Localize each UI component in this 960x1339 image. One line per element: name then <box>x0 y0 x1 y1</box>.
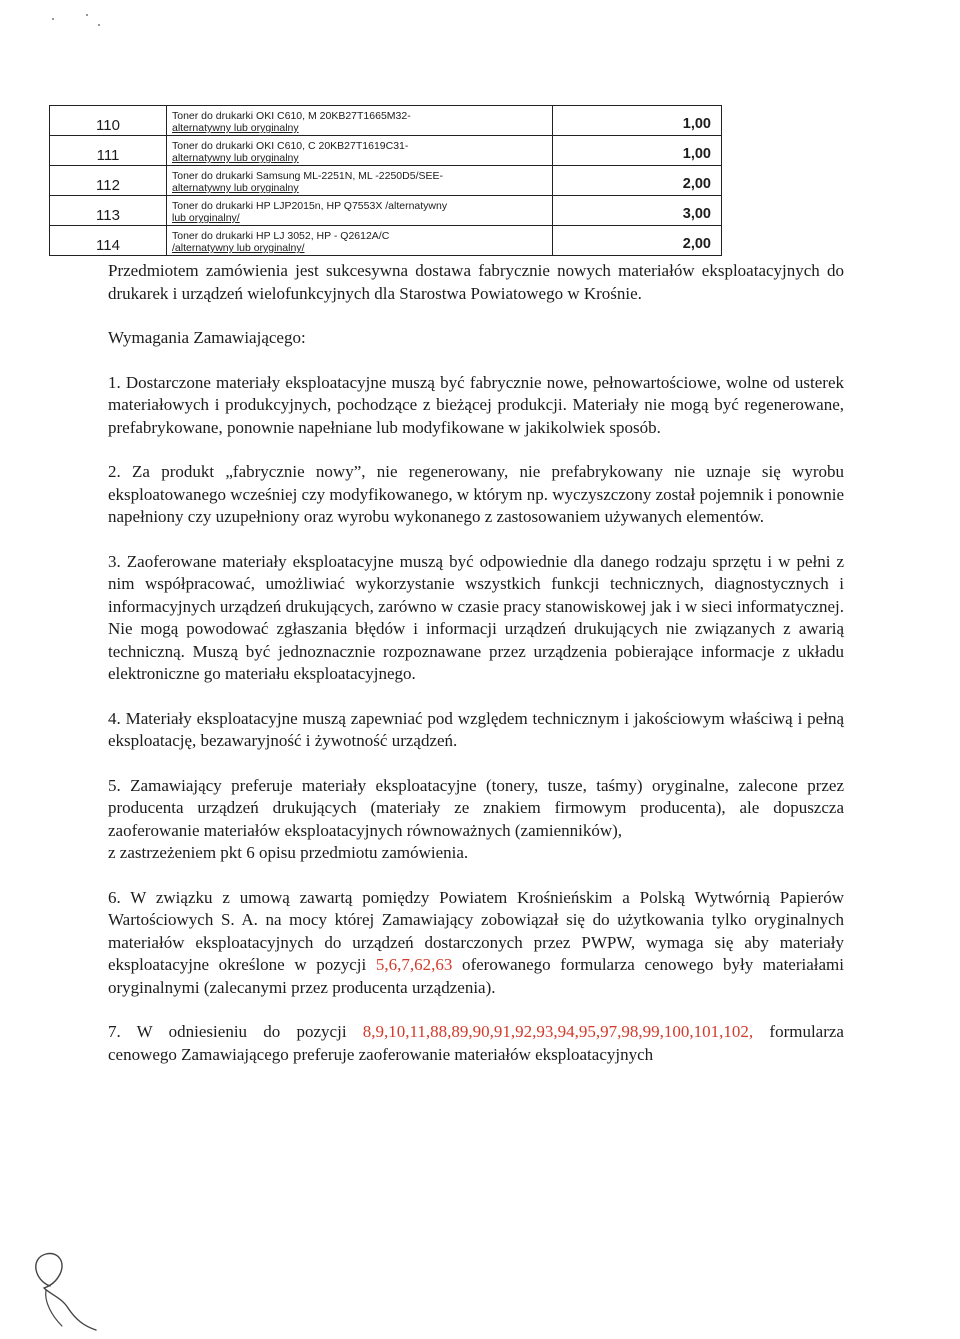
item-quantity: 1,00 <box>553 136 722 166</box>
table-row <box>50 226 722 256</box>
intro-paragraph: Przedmiotem zamówienia jest sukcesywna dostawa fabrycznie nowych materiałów eksploatacyjnych do drukarek i urządzeń wielofunkcyjnych dla Starostwa Powiatowego w Krośnie. <box>108 261 844 303</box>
requirement-6-positions: 5,6,7,62,63 <box>375 955 453 974</box>
table-row <box>50 106 722 136</box>
items-table <box>49 105 722 256</box>
requirement-5 <box>108 775 844 865</box>
requirement-2: 2. Za produkt „fabrycznie nowy”, nie regenerowany, nie prefabrykowany nie uznaje się wyrobu eksploatowanego wcześniej czy modyfikowanego, w którym np. wyczyszczony został pojemnik i ponownie napełniony czy uzupełniony oraz wyrobu wykonanego z zastosowaniem używanych elementów. <box>108 462 844 526</box>
item-description-line1: Toner do drukarki OKI C610, M 20KB27T1665M32- <box>172 110 411 122</box>
item-quantity: 2,00 <box>553 226 722 256</box>
requirement-5-text: 5. Zamawiający preferuje materiały eksploatacyjne (tonery, tusze, taśmy) oryginalne, zalecone przez producenta urządzeń drukujących (materiały ze znakiem firmowym producenta), ale dopuszcza zaoferowanie materiałów eksploatacyjnych równoważnych (zamienników), <box>108 775 844 840</box>
item-description-line1: Toner do drukarki OKI C610, C 20KB27T1619C31- <box>172 140 409 152</box>
requirement-7-text-start: 7. W odniesieniu do pozycji <box>108 1022 363 1041</box>
item-description <box>167 106 553 136</box>
requirement-1: 1. Dostarczone materiały eksploatacyjne muszą być fabrycznie nowe, pełnowartościowe, wolne od usterek materiałowych i produkcyjnych, pochodzące z bieżącej produkcji. Materiały nie mogą być regenerowane, prefabrykowane, ponownie napełniane lub modyfikowane w jakikolwiek sposób. <box>108 372 844 437</box>
requirement-3: 3. Zaoferowane materiały eksploatacyjne muszą być odpowiednie dla danego rodzaju sprzętu i w pełni z nim współpracować, umożliwiać wykorzystanie wszystkich funkcji technicznych, diagnostycznych i informacyjnych urządzeń drukujących, zarówno w czasie pracy stanowiskowej jak i w sieci informatycznej. Nie mogą powodować zgłaszania błędów i informacji urządzeń drukujących nie związanych z awarią techniczną. Muszą być jednoznacznie rozpoznawane przez urządzenia pobierające informacje z układu elektroniczne go materiału eksploatacyjnego. <box>108 551 844 683</box>
item-description <box>167 226 553 256</box>
item-description-line2: /alternatywny lub oryginalny/ <box>172 242 305 254</box>
requirement-6-text-start: 6. W związku z umową zawartą pomiędzy Powiatem Krośnieńskim a Polską Wytwórnią Papierów Wartościowych S. A. na mocy której Zamawiający zobowiązał się do użytkowania tylko oryginalnych materiałów eksploatacyjnych do urządzeń dostarczonych przez PWPW, wymaga się aby materiały eksploatacyjne określone w pozycji <box>108 887 844 974</box>
scan-speck <box>52 18 54 20</box>
item-quantity: 3,00 <box>553 196 722 226</box>
item-number: 114 <box>50 226 167 256</box>
item-description-line2: alternatywny lub oryginalny <box>172 122 299 134</box>
table-row <box>50 136 722 166</box>
item-description-line2: lub oryginalny/ <box>172 212 240 224</box>
requirement-6-text-end: oferowanego formularza cenowego były materiałami oryginalnymi (zalecanymi przez producenta urządzenia). <box>108 955 844 997</box>
scan-speck <box>98 24 100 26</box>
item-quantity: 1,00 <box>553 106 722 136</box>
table-row <box>50 166 722 196</box>
item-description-line1: Toner do drukarki HP LJP2015n, HP Q7553X /alternatywny <box>172 200 448 212</box>
item-number: 112 <box>50 166 167 196</box>
item-description-line1: Toner do drukarki Samsung ML-2251N, ML -2250D5/SEE- <box>172 170 443 182</box>
requirement-7-text-end: formularza cenowego Zamawiającego preferuje zaoferowanie materiałów eksploatacyjnych <box>108 1022 844 1064</box>
requirement-7-positions: 8,9,10,11,88,89,90,91,92,93,94,95,97,98,99,100,101,102, <box>362 1022 754 1041</box>
item-description <box>167 196 553 226</box>
requirement-5-reservation: z zastrzeżeniem pkt 6 opisu przedmiotu zamówienia. <box>108 843 469 862</box>
document-body <box>108 260 844 1088</box>
item-description-line2: alternatywny lub oryginalny <box>172 182 299 194</box>
requirements-heading: Wymagania Zamawiającego: <box>108 328 306 347</box>
item-description <box>167 136 553 166</box>
item-number: 113 <box>50 196 167 226</box>
scan-speck <box>86 14 88 16</box>
item-description-line2: alternatywny lub oryginalny <box>172 152 299 164</box>
requirement-7 <box>108 1021 844 1066</box>
item-description-line1: Toner do drukarki HP LJ 3052, HP - Q2612A/C <box>172 230 390 242</box>
item-quantity: 2,00 <box>553 166 722 196</box>
requirement-4: 4. Materiały eksploatacyjne muszą zapewniać pod względem technicznym i jakościowym właściwą i pełną eksploatację, bezawaryjność i żywotność urządzeń. <box>108 708 844 750</box>
requirement-6 <box>108 887 844 1000</box>
table-row <box>50 196 722 226</box>
item-number: 111 <box>50 136 167 166</box>
item-description <box>167 166 553 196</box>
handwritten-mark-icon <box>22 1250 102 1332</box>
item-number: 110 <box>50 106 167 136</box>
